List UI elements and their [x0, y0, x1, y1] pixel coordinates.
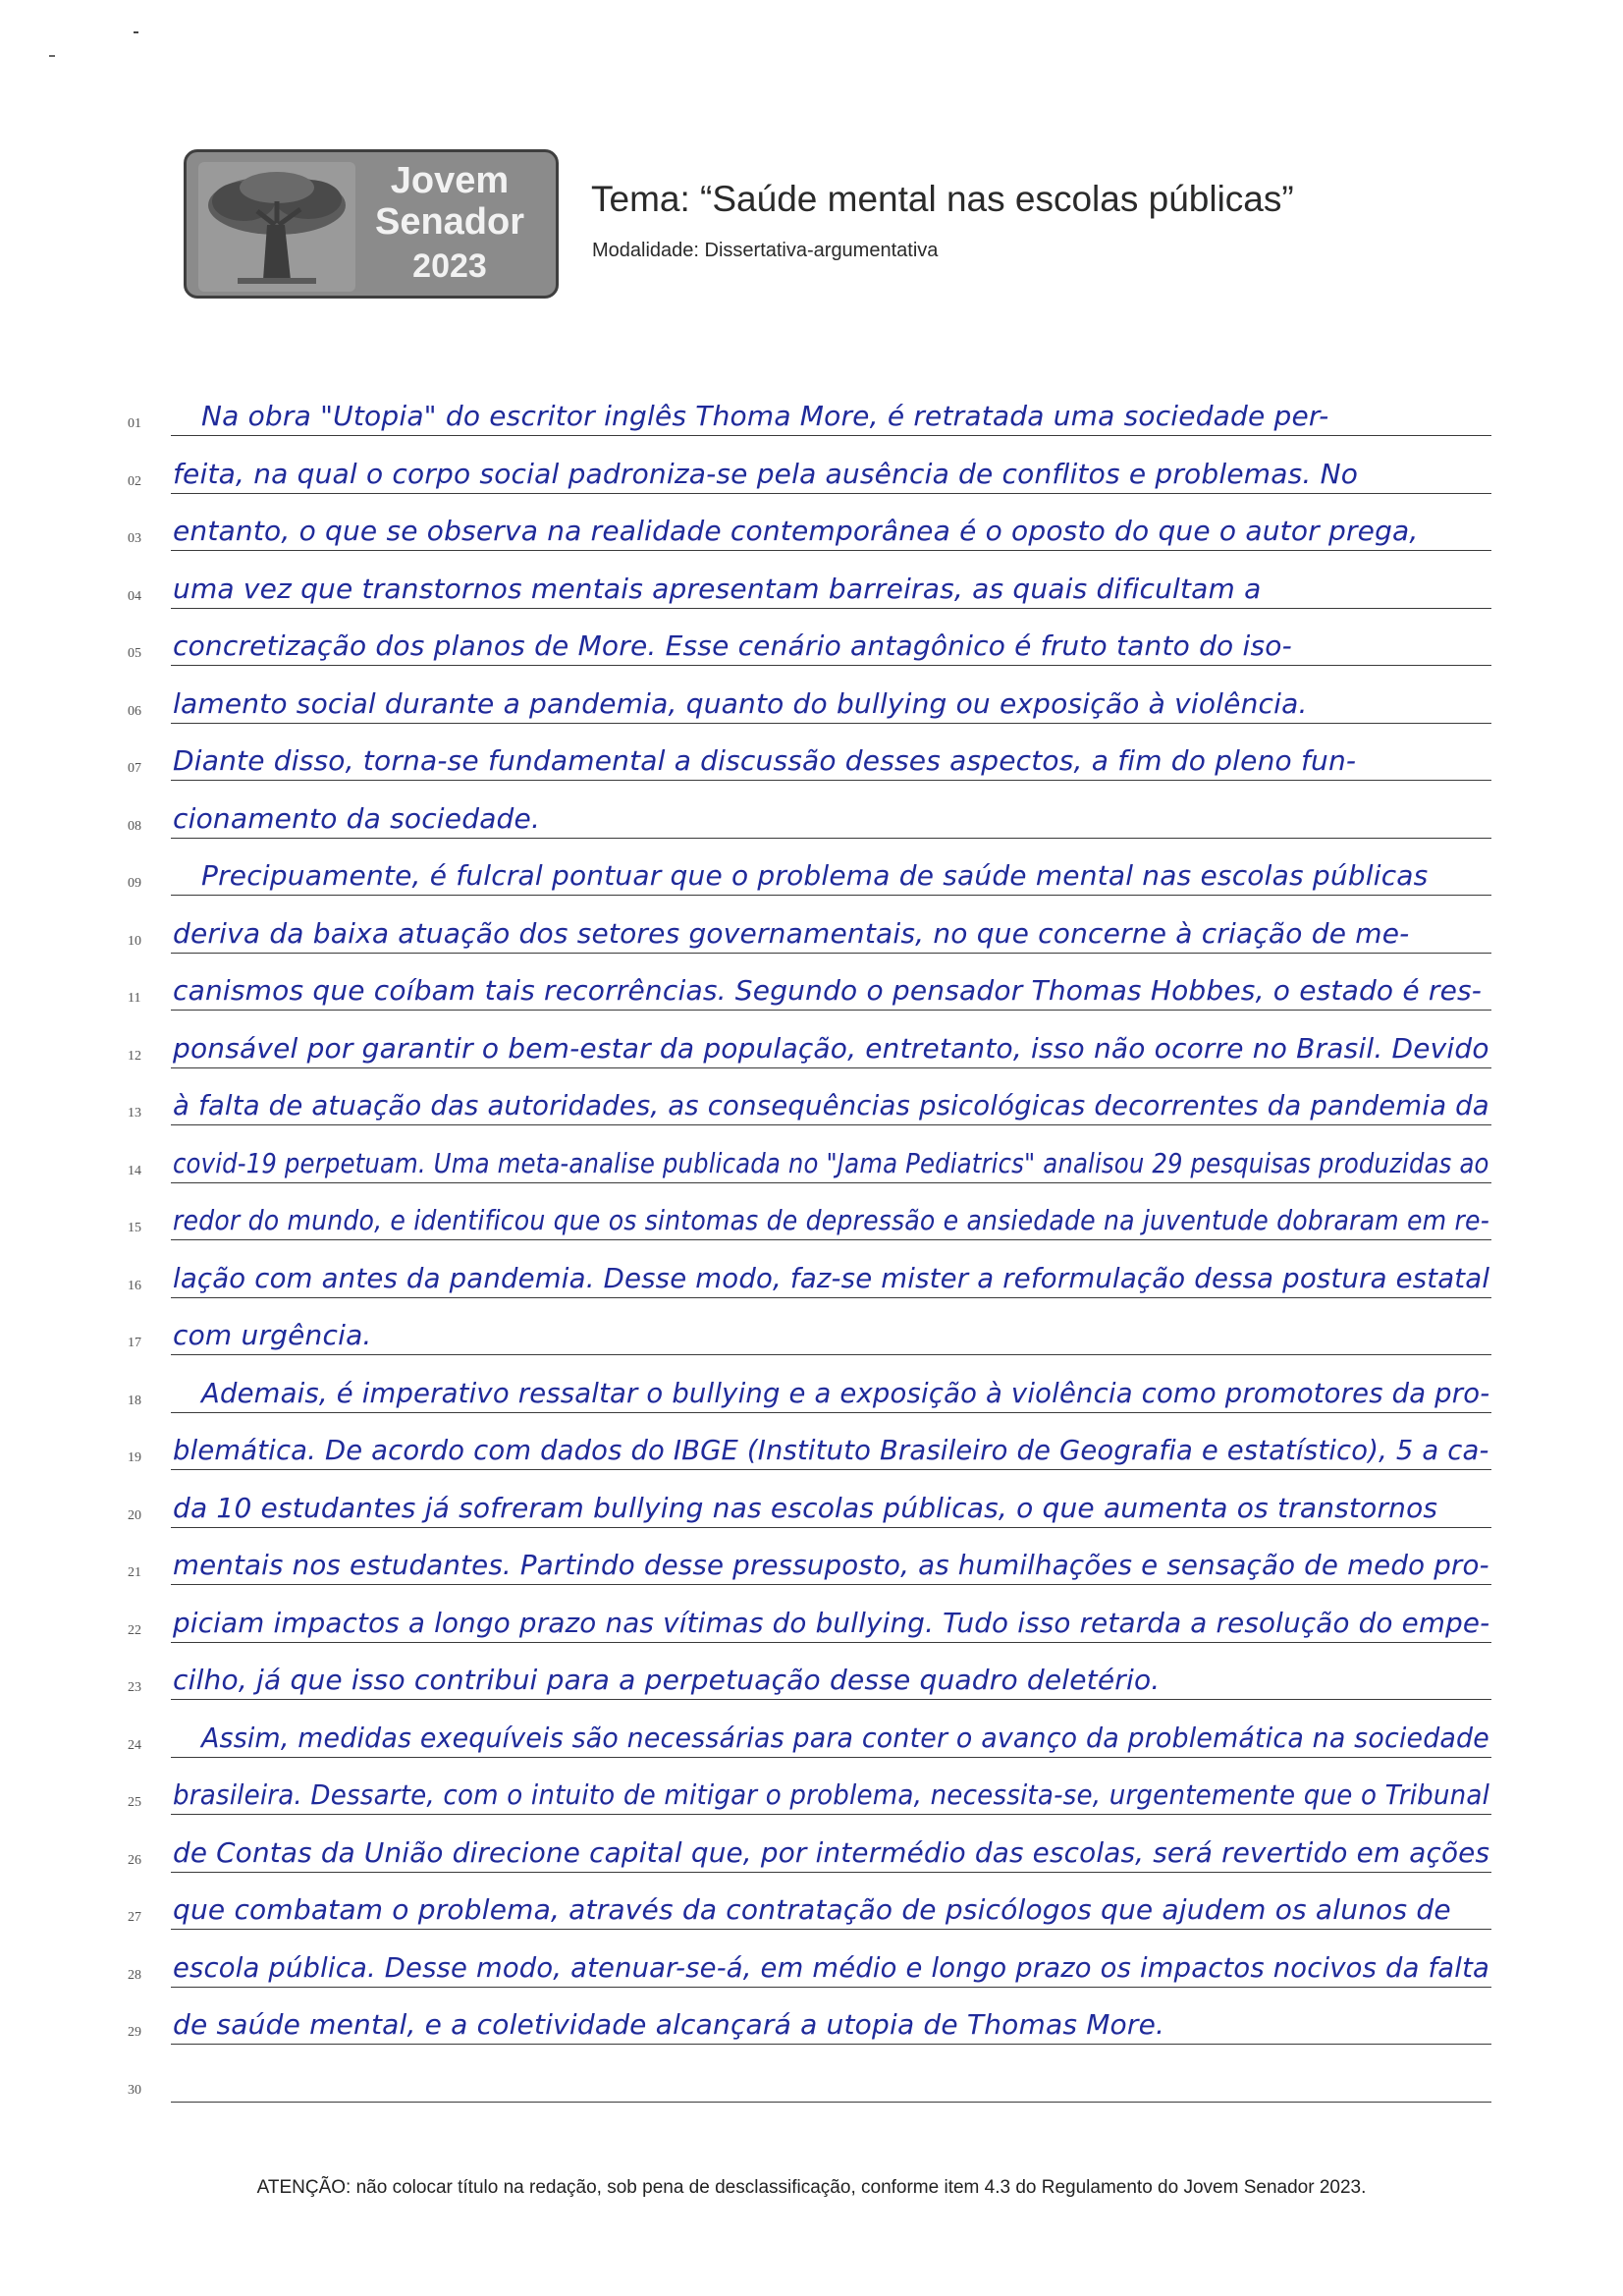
line-number: 19 [128, 1450, 141, 1465]
line-number: 21 [128, 1565, 141, 1580]
line-number: 29 [128, 2025, 141, 2040]
line-number: 03 [128, 531, 141, 546]
handwritten-text: à falta de atuação das autoridades, as consequências psicológicas decorrentes da pandemia da [173, 1089, 1489, 1121]
essay-line [0, 954, 1623, 1011]
handwritten-text: lação com antes da pandemia. Desse modo, faz-se mister a reformulação dessa postura estatal [173, 1261, 1490, 1294]
jovem-senador-logo [184, 149, 559, 299]
line-number: 01 [128, 416, 141, 431]
line-number: 15 [128, 1221, 141, 1235]
line-number: 13 [128, 1106, 141, 1121]
essay-line [0, 1183, 1623, 1240]
handwritten-text: uma vez que transtornos mentais apresentam barreiras, as quais dificultam a [173, 572, 1262, 605]
handwritten-text: de Contas da União direcione capital que, por intermédio das escolas, será revertido em ações [173, 1835, 1490, 1869]
essay-line [0, 1931, 1623, 1988]
essay-line [0, 1413, 1623, 1470]
essay-line [0, 437, 1623, 494]
handwritten-text: redor do mundo, e identificou que os sintomas de depressão e ansiedade na juventude dobraram em re- [173, 1204, 1489, 1236]
essay-theme: Tema: “Saúde mental nas escolas públicas” [591, 179, 1294, 219]
line-number: 17 [128, 1336, 141, 1350]
handwritten-text: entanto, o que se observa na realidade contemporânea é o oposto do que o autor prega, [173, 515, 1419, 547]
handwritten-text: deriva da baixa atuação dos setores governamentais, no que concerne à criação de me- [173, 916, 1410, 950]
line-number: 27 [128, 1910, 141, 1925]
line-number: 10 [128, 933, 141, 949]
line-number: 16 [128, 1278, 141, 1293]
line-number: 07 [128, 761, 141, 776]
handwritten-text: Diante disso, torna-se fundamental a discussão desses aspectos, a fim do pleno fun- [173, 744, 1357, 777]
essay-line [0, 1873, 1623, 1930]
essay-line [0, 1528, 1623, 1585]
essay-line [0, 897, 1623, 954]
handwritten-text: cionamento da sociedade. [173, 801, 541, 835]
handwritten-text: covid-19 perpetuam. Uma meta-analise publicada no "Jama Pediatrics" analisou 29 pesquisas produzidas ao [173, 1146, 1489, 1179]
essay-line [0, 1471, 1623, 1528]
handwritten-text: ponsável por garantir o bem-estar da população, entretanto, isso não ocorre no Brasil. Devido [173, 1031, 1489, 1065]
handwritten-text: mentais nos estudantes. Partindo desse pressuposto, as humilhações e sensação de medo pro- [173, 1549, 1489, 1581]
essay-line [0, 724, 1623, 781]
essay-line [0, 1586, 1623, 1643]
handwritten-text: blemática. De acordo com dados do IBGE (Instituto Brasileiro de Geografia e estatístico), 5 a ca- [173, 1434, 1489, 1466]
essay-line [0, 667, 1623, 724]
line-number: 24 [128, 1737, 141, 1753]
handwritten-text: que combatam o problema, através da contratação de psicólogos que ajudem os alunos de [173, 1893, 1451, 1926]
line-number: 02 [128, 473, 141, 489]
handwritten-text: cilho, já que isso contribui para a perpetuação desse quadro deletério. [173, 1664, 1161, 1696]
handwritten-text: Precipuamente, é fulcral pontuar que o problema de saúde mental nas escolas públicas [201, 859, 1429, 892]
line-number: 14 [128, 1163, 141, 1178]
essay-line [0, 552, 1623, 609]
logo-line1: Jovem [390, 160, 510, 201]
handwritten-text: piciam impactos a longo prazo nas vítimas do bullying. Tudo isso retarda a resolução do empe- [173, 1606, 1490, 1639]
footer-notice: ATENÇÃO: não colocar título na redação, sob pena de desclassificação, conforme item 4.3 do Regulamento do Jovem Senador 2023. [256, 2177, 1367, 2198]
essay-line [0, 1068, 1623, 1125]
line-number: 28 [128, 1967, 141, 1983]
essay-line [0, 1241, 1623, 1298]
handwritten-text: canismos que coíbam tais recorrências. Segundo o pensador Thomas Hobbes, o estado é res- [173, 974, 1483, 1007]
handwritten-text: da 10 estudantes já sofreram bullying nas escolas públicas, o que aumenta os transtornos [173, 1491, 1438, 1524]
handwritten-text: Na obra "Utopia" do escritor inglês Thoma More, é retratada uma sociedade per- [201, 400, 1329, 432]
handwritten-text: lamento social durante a pandemia, quanto do bullying ou exposição à violência. [173, 686, 1308, 720]
essay-line [0, 1758, 1623, 1815]
line-number: 09 [128, 876, 141, 891]
line-number: 23 [128, 1680, 141, 1695]
essay-line [0, 1356, 1623, 1413]
handwritten-text: Assim, medidas exequíveis são necessárias para conter o avanço da problemática na sociedade [201, 1721, 1489, 1754]
handwritten-text: com urgência. [173, 1319, 372, 1351]
essay-line [0, 1988, 1623, 2045]
logo-year: 2023 [412, 247, 487, 285]
line-number: 12 [128, 1048, 141, 1064]
line-number: 08 [128, 818, 141, 834]
handwritten-text: Ademais, é imperativo ressaltar o bullying e a exposição à violência como promotores da pro- [201, 1376, 1490, 1409]
essay-line [0, 839, 1623, 896]
handwritten-text: feita, na qual o corpo social padroniza-se pela ausência de conflitos e problemas. No [173, 457, 1359, 490]
essay-line [0, 1011, 1623, 1068]
essay-line [0, 1816, 1623, 1873]
handwritten-text: de saúde mental, e a coletividade alcançará a utopia de Thomas More. [173, 2008, 1165, 2041]
line-number: 25 [128, 1795, 141, 1810]
line-number: 26 [128, 1852, 141, 1868]
essay-line [0, 782, 1623, 839]
logo-line2: Senador [374, 201, 525, 243]
line-number: 18 [128, 1393, 141, 1408]
essay-line [0, 379, 1623, 436]
line-number: 30 [128, 2082, 141, 2098]
essay-line [0, 494, 1623, 551]
handwritten-text: concretização dos planos de More. Esse cenário antagônico é fruto tanto do iso- [173, 629, 1292, 662]
line-number: 20 [128, 1507, 141, 1523]
essay-line [0, 609, 1623, 666]
handwritten-text: escola pública. Desse modo, atenuar-se-á, em médio e longo prazo os impactos nocivos da falta [173, 1950, 1489, 1984]
line-number: 22 [128, 1622, 141, 1638]
essay-line [0, 1701, 1623, 1758]
essay-line [0, 1298, 1623, 1355]
tree-icon [198, 162, 355, 292]
ruled-line [171, 2102, 1491, 2103]
line-number: 05 [128, 646, 141, 661]
handwritten-text: brasileira. Dessarte, com o intuito de mitigar o problema, necessita-se, urgentemente que o Tribunal [173, 1778, 1490, 1811]
line-number: 06 [128, 703, 141, 719]
essay-line [0, 2046, 1623, 2103]
scan-specks [0, 0, 1623, 79]
essay-line [0, 1643, 1623, 1700]
line-number: 11 [128, 991, 141, 1006]
line-number: 04 [128, 588, 141, 604]
essay-line [0, 1126, 1623, 1183]
essay-modality: Modalidade: Dissertativa-argumentativa [592, 240, 939, 261]
